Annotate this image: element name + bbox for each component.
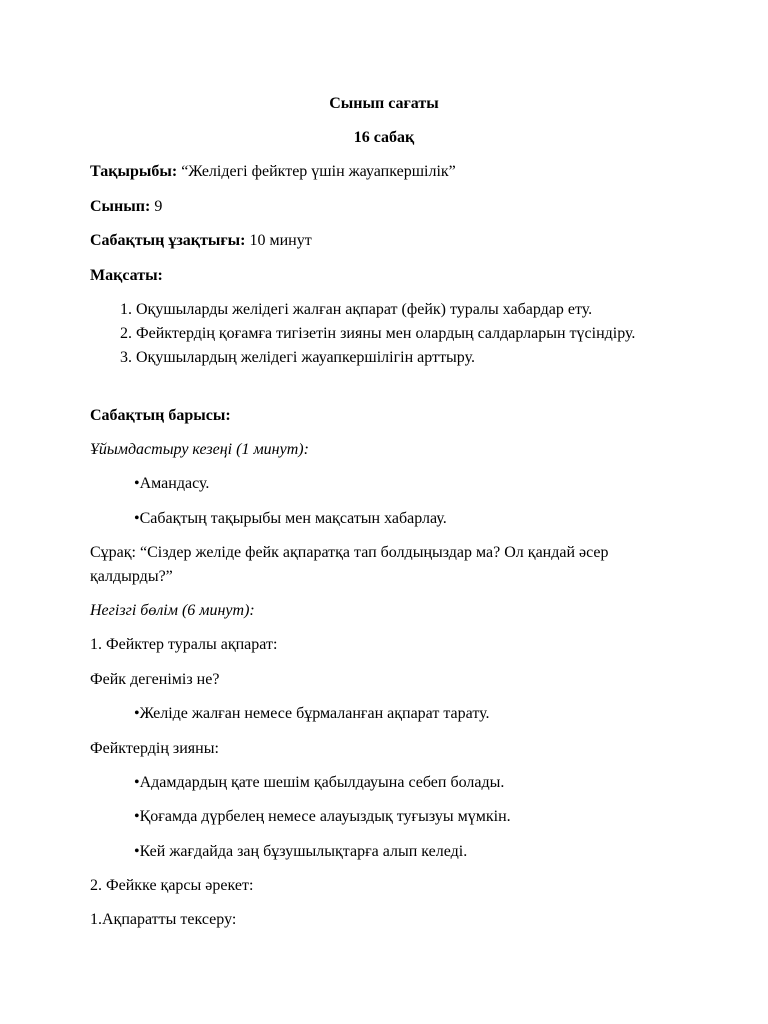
class-label: Сынып: bbox=[90, 198, 151, 215]
duration-line bbox=[90, 229, 312, 253]
org-item: •Амандасу. bbox=[134, 475, 210, 492]
class-line bbox=[90, 195, 162, 219]
main-stage-heading: Негізгі бөлім (6 минут): bbox=[90, 602, 255, 619]
what-is-fake: Фейк дегеніміз не? bbox=[90, 671, 220, 688]
goals-heading: Мақсаты: bbox=[90, 267, 163, 284]
class-value: 9 bbox=[150, 198, 163, 215]
topic-label: Тақырыбы: bbox=[90, 163, 178, 180]
progress-heading: Сабақтың барысы: bbox=[90, 407, 231, 424]
harm-heading: Фейктердің зияны: bbox=[90, 740, 219, 757]
question-line-1: Сұрақ: “Сіздер желіде фейк ақпаратқа тап болдыңыздар ма? Ол қандай әсер bbox=[90, 544, 609, 561]
goals-list bbox=[90, 298, 716, 370]
harm-item: •Кей жағдайда заң бұзушылықтарға алып келеді. bbox=[134, 843, 468, 860]
topic-value: “Желідегі фейктер үшін жауапкершілік” bbox=[177, 163, 456, 180]
lesson-number: 16 сабақ bbox=[353, 129, 415, 146]
question-line-2: қалдырды?” bbox=[90, 568, 173, 585]
topic-line bbox=[90, 160, 456, 184]
duration-value: 10 минут bbox=[245, 232, 312, 249]
goal-item: 3. Оқушылардың желідегі жауапкершілігін арттыру. bbox=[136, 346, 716, 370]
check-info-heading: 1.Ақпаратты тексеру: bbox=[90, 911, 237, 928]
goal-item: 2. Фейктердің қоғамға тигізетін зияны мен олардың салдарларын түсіндіру. bbox=[136, 322, 716, 346]
org-item: •Сабақтың тақырыбы мен мақсатын хабарлау. bbox=[134, 510, 447, 527]
org-stage-heading: Ұйымдастыру кезеңі (1 минут): bbox=[90, 441, 309, 458]
section-1-heading: 1. Фейктер туралы ақпарат: bbox=[90, 636, 278, 653]
harm-item: •Қоғамда дүрбелең немесе алауыздық туғызуы мүмкін. bbox=[134, 808, 511, 825]
section-2-heading: 2. Фейкке қарсы әрекет: bbox=[90, 877, 254, 894]
harm-item: •Адамдардың қате шешім қабылдауына себеп болады. bbox=[134, 774, 505, 791]
document-title: Сынып сағаты bbox=[329, 95, 439, 112]
goal-item: 1. Оқушыларды желідегі жалған ақпарат (фейк) туралы хабардар ету. bbox=[136, 298, 716, 322]
duration-label: Сабақтың ұзақтығы: bbox=[90, 232, 246, 249]
fake-definition: •Желіде жалған немесе бұрмаланған ақпарат тарату. bbox=[134, 705, 490, 722]
